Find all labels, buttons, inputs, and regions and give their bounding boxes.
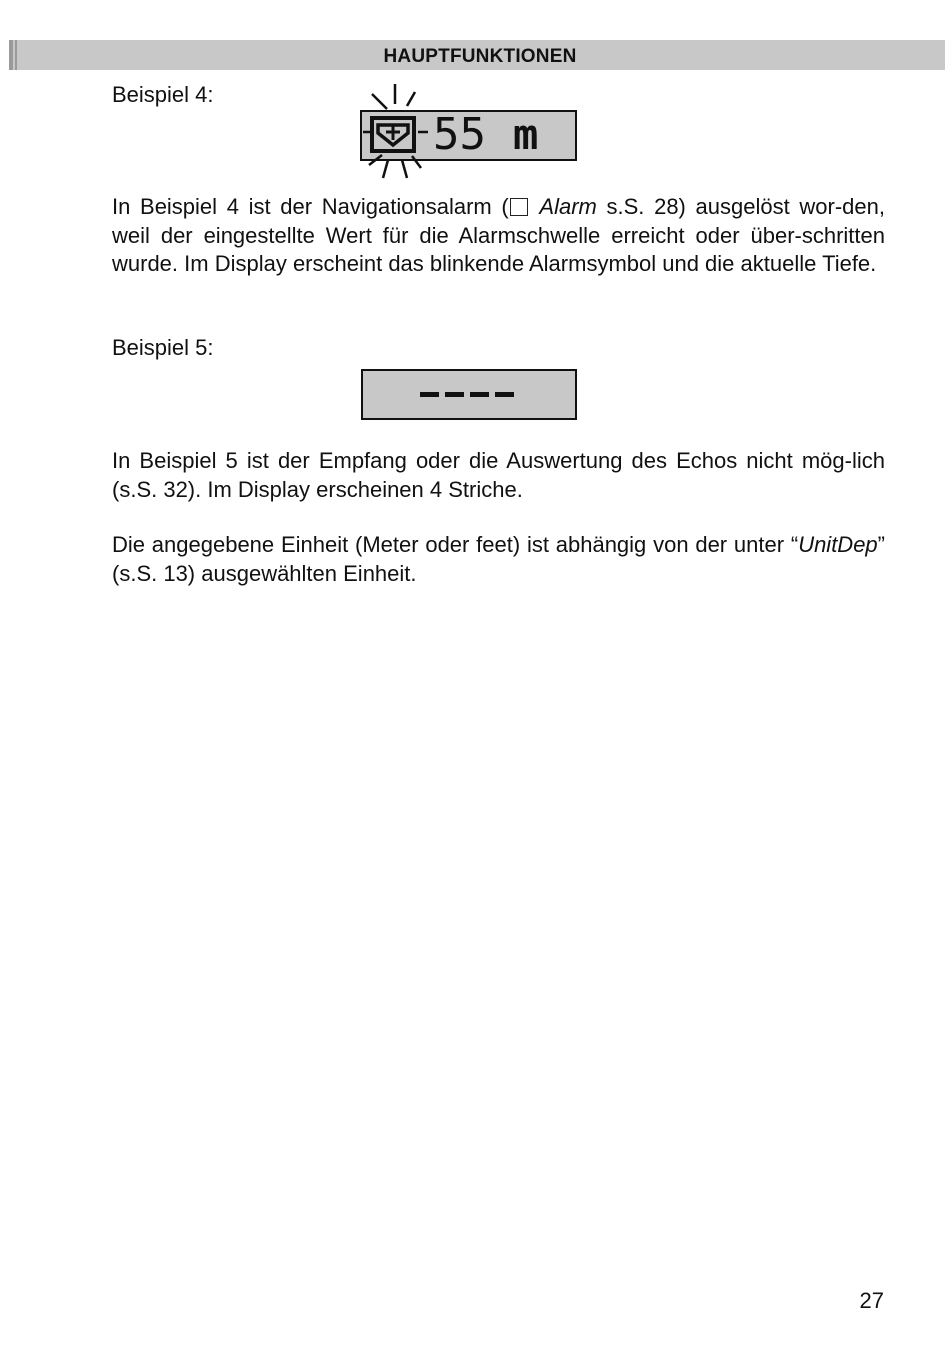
example-4-text-end: s.S. 28) ausgelöst wor-den, weil der eingestellte Wert für die Alarmschwelle erreicht oder über-schritten wurde. Im Display erscheint das blinkende Alarmsymbol und die aktuelle Tiefe. — [112, 194, 885, 276]
book-reference-icon — [510, 198, 528, 216]
unit-note-reference: UnitDep — [798, 532, 878, 557]
unit-note — [112, 531, 885, 588]
lcd-alarm-display — [355, 82, 585, 182]
lcd-depth-value: 55 — [433, 109, 486, 160]
example-4-reference: Alarm — [539, 194, 597, 219]
example-5-label: Beispiel 5: — [112, 335, 214, 360]
lcd-no-echo-display — [361, 369, 577, 420]
lcd-depth-unit: m — [513, 110, 539, 159]
alarm-blink-icon — [363, 84, 428, 178]
unit-note-text-start: Die angegebene Einheit (Meter oder feet) ist abhängig von der unter “ — [112, 532, 799, 557]
example-4-text-start: In Beispiel 4 ist der Navigationsalarm ( — [112, 194, 509, 219]
example-4-label: Beispiel 4: — [112, 82, 214, 107]
lcd-dashes — [363, 371, 575, 418]
page-number: 27 — [859, 1288, 884, 1313]
example-5-description: In Beispiel 5 ist der Empfang oder die Auswertung des Echos nicht mög-lich (s.S. 32). Im Display erscheinen 4 Striche. — [112, 448, 885, 502]
page-header-title: HAUPTFUNKTIONEN — [383, 46, 577, 67]
example-4-description — [112, 193, 885, 279]
unit-note-text-end: ” (s.S. 13) ausgewählten Einheit. — [112, 532, 885, 586]
